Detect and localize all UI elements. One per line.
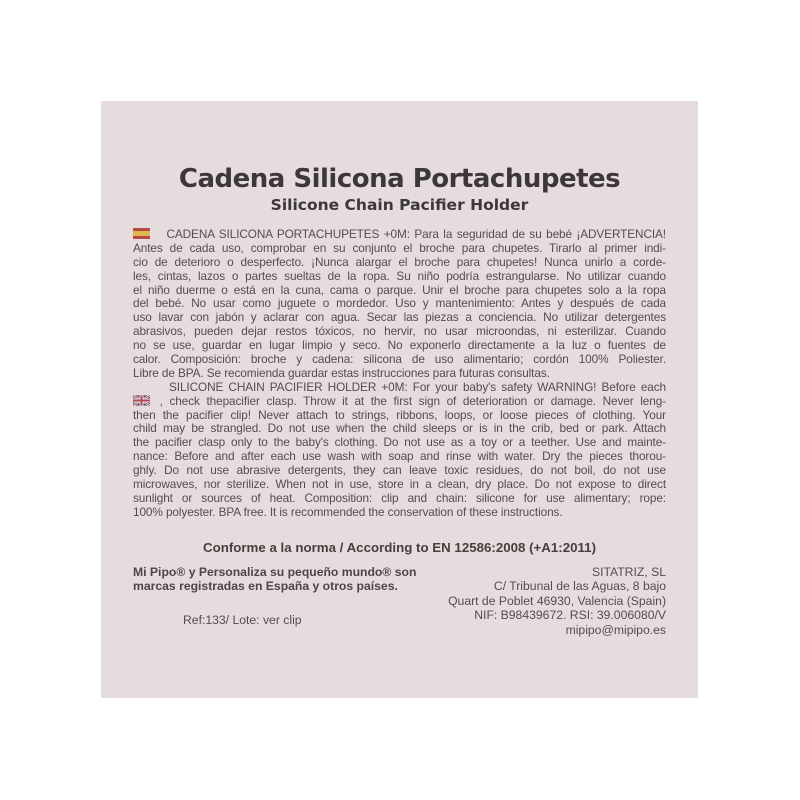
paragraph-english bbox=[133, 381, 666, 520]
text-line: del bebé. No usar como juguete o mordedor. Uso y mantenimiento: Antes y después de cada bbox=[133, 297, 666, 311]
text-line: no se use, guardar en lugar limpio y seco. No exponerlo directamente a la luz o fuentes de bbox=[133, 339, 666, 353]
footer-columns bbox=[133, 565, 666, 638]
text-line: 100% polyester. BPA free. It is recommended the conservation of these instructions. bbox=[133, 505, 563, 519]
uk-flag-icon bbox=[133, 395, 150, 406]
text-line: mipipo@mipipo.es bbox=[565, 623, 666, 638]
text-line: CADENA SILICONA PORTACHUPETES +0M: Para la seguridad de su bebé ¡ADVERTENCIA! bbox=[133, 228, 666, 242]
instructions-text bbox=[133, 228, 666, 520]
text-line: sunlight or sources of heat. Composition: clip and chain: silicone for use alimentary; rope: bbox=[133, 491, 666, 505]
footer-left-column bbox=[133, 565, 423, 638]
text-line: SITATRIZ, SL bbox=[591, 564, 666, 579]
text-line: Quart de Poblet 46930, Valencia (Spain) bbox=[448, 593, 666, 608]
text-line: el niño duerme o está en la cuna, cama o parque. Unir el broche para chupetes solo a la ropa bbox=[133, 283, 666, 297]
text-line: SILICONE CHAIN PACIFIER HOLDER +0M: For your baby's safety WARNING! Before each bbox=[169, 380, 666, 394]
text-line: nance: Before and after each use wash with soap and rinse with water. Dry the pieces thorou- bbox=[133, 450, 666, 464]
text-line: ghly. Do not use abrasive detergents, they can leave toxic residues, do not boil, do not use bbox=[133, 464, 666, 478]
spain-flag-icon bbox=[133, 228, 150, 239]
text-line: Antes de cada uso, comprobar en su conjunto el broche para chupetes. Tirarlo al primer indi- bbox=[133, 241, 666, 255]
text-line: microwaves, nor sterilize. When not in use, store in a clean, dry place. Do not expose to direct bbox=[133, 478, 666, 492]
text-line: les, cintas, lazos o partes sueltas de la ropa. Su niño podría estrangularse. No utilizar cuando bbox=[133, 269, 666, 283]
text-line: marcas registradas en España y otros países. bbox=[133, 579, 398, 594]
text-line: calor. Composición: broche y cadena: silicona de uso alimentario; cordón 100% Poliester. bbox=[133, 353, 666, 367]
text-line: C/ Tribunal de las Aguas, 8 bajo bbox=[493, 579, 666, 594]
company-address bbox=[448, 565, 666, 638]
text-line: cio de deterioro o desperfecto. ¡Nunca alargar el broche para chupetes! Nunca unirlo a corde- bbox=[133, 255, 666, 269]
product-subtitle: Silicone Chain Pacifier Holder bbox=[270, 196, 529, 214]
text-line: the pacifier clasp only to the baby's clothing. Do not use as a toy or a teether. Use and mainte- bbox=[133, 436, 666, 450]
standard-compliance-line: Conforme a la norma / According to EN 12586:2008 (+A1:2011) bbox=[202, 539, 596, 555]
text-line: uso lavar con jabón y aclarar con agua. Secar las piezas a conciencia. No utilizar detergentes bbox=[133, 311, 666, 325]
text-line: Mi Pipo® y Personaliza su pequeño mundo® son bbox=[133, 564, 417, 579]
text-line: then the pacifier clip! Never attach to strings, ribbons, loops, or loose pieces of clothing. Your bbox=[133, 408, 666, 422]
text-line: , check thepacifier clasp. Throw it at the first sign of deterioration or damage. Never leng- bbox=[133, 395, 666, 409]
paragraph-spanish bbox=[133, 228, 666, 381]
text-line: Libre de BPA. Se recomienda guardar estas instrucciones para futuras consultas. bbox=[133, 366, 550, 380]
text-line: child may be strangled. Do not use when the child sleeps or is in the crib, bed or park. Attach bbox=[133, 422, 666, 436]
product-title: Cadena Silicona Portachupetes bbox=[178, 164, 621, 194]
product-label bbox=[101, 101, 698, 698]
ref-lot-line: Ref:133/ Lote: ver clip bbox=[183, 612, 302, 627]
text-line: abrasivos, pueden dejar restos tóxicos, no hervir, no usar microondas, ni esterilizar. Cuando bbox=[133, 325, 666, 339]
trademark-note bbox=[133, 565, 423, 594]
text-line: NIF: B98439672. RSI: 39.006080/V bbox=[474, 608, 666, 623]
